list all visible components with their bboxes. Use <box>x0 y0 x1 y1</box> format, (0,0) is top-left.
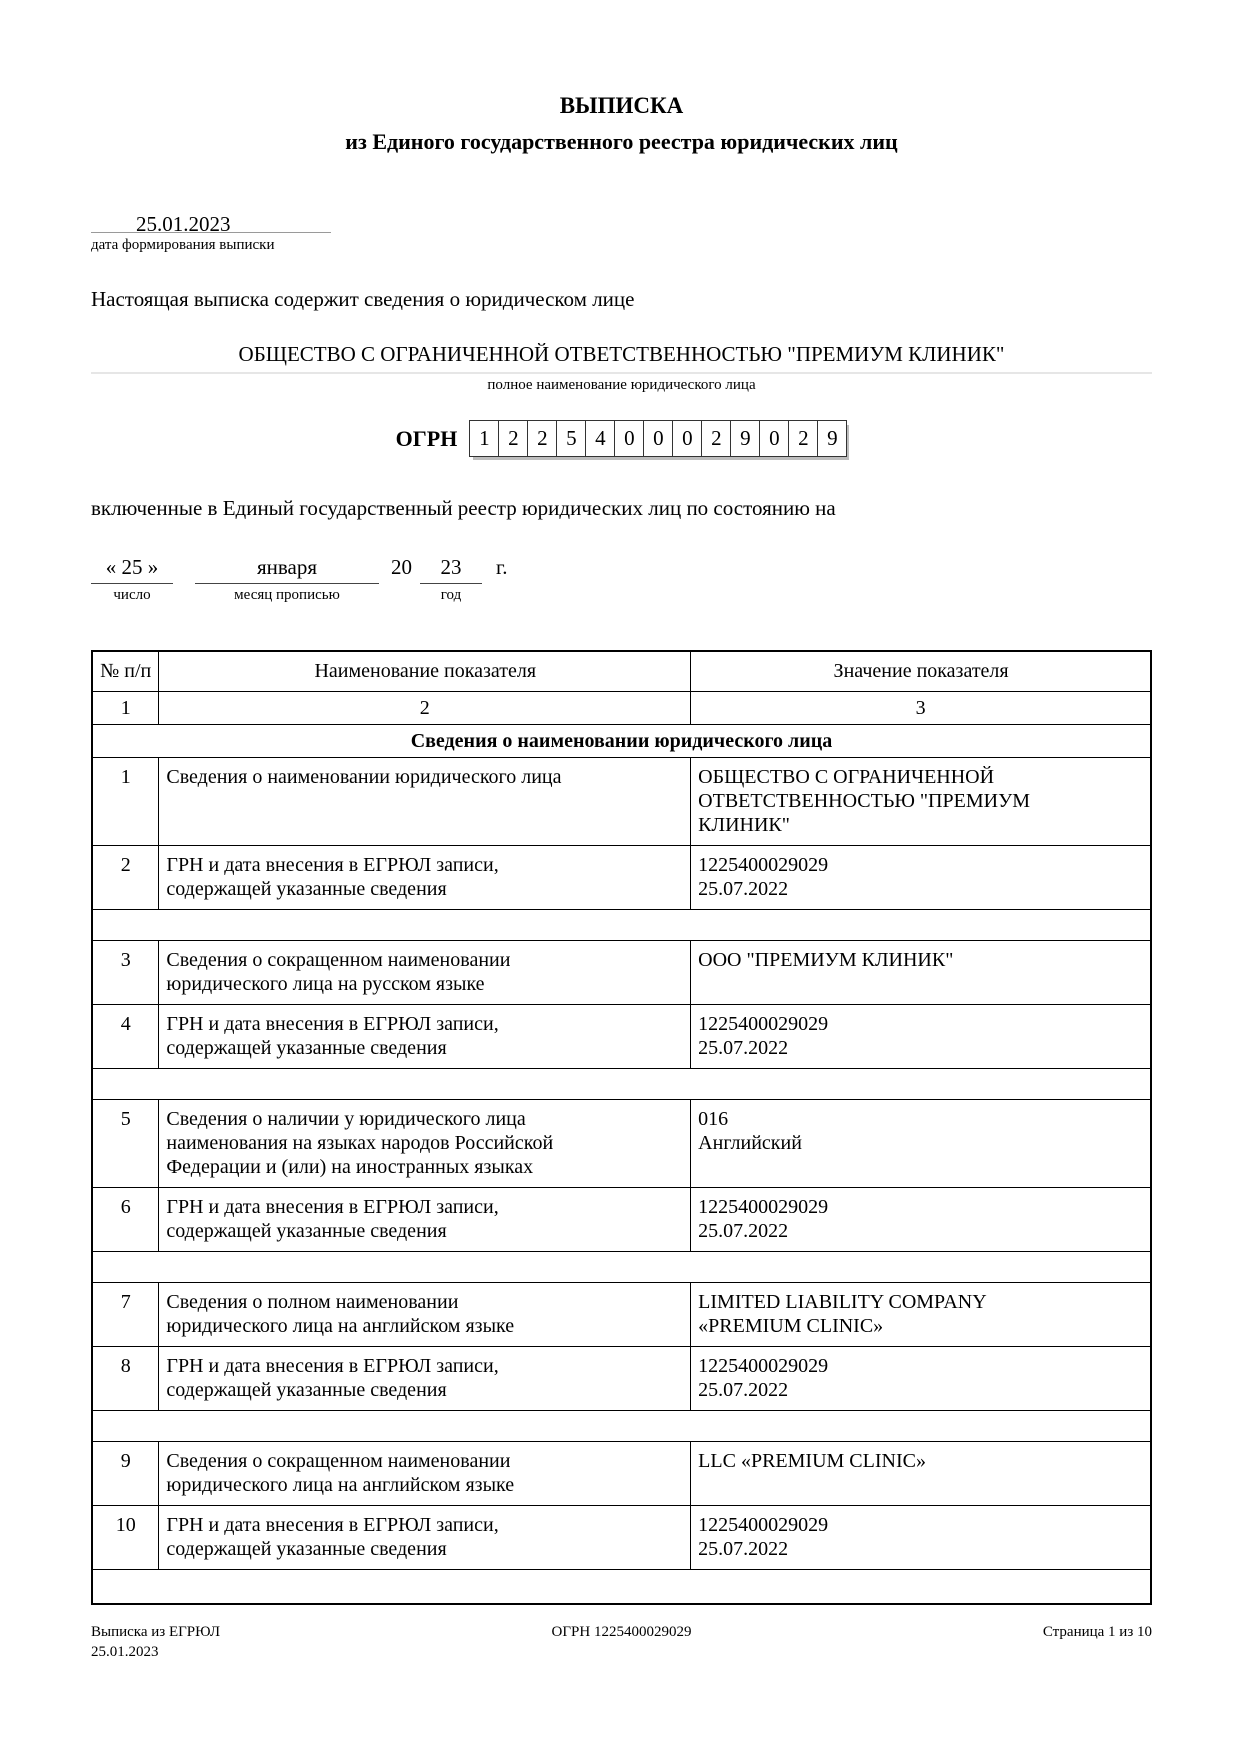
indicator-name: ГРН и дата внесения в ЕГРЮЛ записи, содержащей указанные сведения <box>159 1005 691 1069</box>
included-text: включенные в Единый государственный реестр юридических лиц по состоянию на <box>91 496 836 520</box>
intro-text: Настоящая выписка содержит сведения о юридическом лице <box>91 287 635 311</box>
table-header-name: Наименование показателя <box>159 651 691 692</box>
ogrn-digit-cell: 9 <box>730 420 760 457</box>
document-title: ВЫПИСКА <box>559 93 684 118</box>
footer-right: Страница 1 из 10 <box>1042 1623 1153 1640</box>
indicator-value: 1225400029029 25.07.2022 <box>691 846 1151 910</box>
formation-date-caption: дата формирования выписки <box>91 237 275 253</box>
table-row <box>92 1347 1151 1411</box>
section-header-row <box>92 725 1151 758</box>
footer-center: ОГРН 1225400029029 <box>551 1623 692 1640</box>
spacer-row <box>92 1570 1151 1604</box>
table-row <box>92 1005 1151 1069</box>
indicator-value: 016 Английский <box>691 1100 1151 1188</box>
table-row <box>92 941 1151 1005</box>
table-row <box>92 1188 1151 1252</box>
ogrn-digit-cell: 0 <box>759 420 789 457</box>
ogrn-digit-boxes <box>469 420 847 457</box>
column-number-3: 3 <box>691 692 1151 725</box>
document-subtitle: из Единого государственного реестра юридических лиц <box>345 129 898 154</box>
table-row <box>92 1283 1151 1347</box>
indicator-value: 1225400029029 25.07.2022 <box>691 1347 1151 1411</box>
ogrn-digit-cell: 5 <box>556 420 586 457</box>
indicator-name: Сведения о сокращенном наименовании юридического лица на русском языке <box>159 941 691 1005</box>
ogrn-digit-cell: 2 <box>498 420 528 457</box>
table-header-row <box>92 651 1151 692</box>
ogrn-digit-cell: 2 <box>788 420 818 457</box>
asof-month-field <box>195 554 379 604</box>
ogrn-digit-cell: 0 <box>614 420 644 457</box>
as-of-date-row <box>91 554 1152 604</box>
row-number: 4 <box>92 1005 159 1069</box>
section-title: Сведения о наименовании юридического лица <box>92 725 1151 758</box>
asof-year-caption: год <box>440 587 462 603</box>
table-row <box>92 846 1151 910</box>
asof-year-field <box>420 554 482 604</box>
table-header-value: Значение показателя <box>691 651 1151 692</box>
formation-date-value: 25.01.2023 <box>136 212 231 236</box>
ogrn-digit-cell: 0 <box>643 420 673 457</box>
table-header-num: № п/п <box>92 651 159 692</box>
page-footer <box>91 1622 1152 1662</box>
table-row <box>92 1442 1151 1506</box>
footer-left-line1: Выписка из ЕГРЮЛ <box>91 1623 220 1640</box>
ogrn-digit-cell: 2 <box>701 420 731 457</box>
asof-year-value: 23 <box>420 554 482 584</box>
ogrn-digit-cell: 1 <box>469 420 499 457</box>
registry-table <box>91 650 1152 1605</box>
row-number: 1 <box>92 758 159 846</box>
indicator-value: ОБЩЕСТВО С ОГРАНИЧЕННОЙ ОТВЕТСТВЕННОСТЬЮ "ПРЕМИУМ КЛИНИК" <box>691 758 1151 846</box>
indicator-name: Сведения о сокращенном наименовании юридического лица на английском языке <box>159 1442 691 1506</box>
ogrn-digit-cell: 4 <box>585 420 615 457</box>
footer-left-line2: 25.01.2023 <box>91 1643 159 1660</box>
table-row <box>92 1506 1151 1570</box>
ogrn-digit-cell: 9 <box>817 420 847 457</box>
spacer-row <box>92 1411 1151 1442</box>
table-row <box>92 758 1151 846</box>
asof-month-caption: месяц прописью <box>234 587 340 603</box>
table-head <box>92 651 1151 758</box>
row-number: 9 <box>92 1442 159 1506</box>
spacer-row <box>92 1069 1151 1100</box>
formation-date-block <box>91 211 331 254</box>
company-full-name: ОБЩЕСТВО С ОГРАНИЧЕННОЙ ОТВЕТСТВЕННОСТЬЮ "ПРЕМИУМ КЛИНИК" <box>91 341 1152 374</box>
indicator-name: ГРН и дата внесения в ЕГРЮЛ записи, содержащей указанные сведения <box>159 1188 691 1252</box>
ogrn-digit-cell: 0 <box>672 420 702 457</box>
company-name-caption: полное наименование юридического лица <box>487 377 756 393</box>
indicator-name: Сведения о полном наименовании юридического лица на английском языке <box>159 1283 691 1347</box>
row-number: 10 <box>92 1506 159 1570</box>
ogrn-row <box>91 420 1152 457</box>
indicator-value: ООО "ПРЕМИУМ КЛИНИК" <box>691 941 1151 1005</box>
row-number: 3 <box>92 941 159 1005</box>
row-number: 5 <box>92 1100 159 1188</box>
indicator-value: LLC «PREMIUM CLINIC» <box>691 1442 1151 1506</box>
indicator-name: Сведения о наличии у юридического лица наименования на языках народов Российской Федерации и (или) на иностранных языках <box>159 1100 691 1188</box>
indicator-value: 1225400029029 25.07.2022 <box>691 1005 1151 1069</box>
table-row <box>92 1100 1151 1188</box>
column-number-row <box>92 692 1151 725</box>
footer-left <box>91 1622 445 1662</box>
indicator-name: Сведения о наименовании юридического лица <box>159 758 691 846</box>
column-number-1: 1 <box>92 692 159 725</box>
asof-century: 20 <box>391 555 412 579</box>
row-number: 8 <box>92 1347 159 1411</box>
asof-month-value: января <box>195 554 379 584</box>
indicator-value: LIMITED LIABILITY COMPANY «PREMIUM CLINIC» <box>691 1283 1151 1347</box>
asof-day-caption: число <box>113 587 151 603</box>
indicator-name: ГРН и дата внесения в ЕГРЮЛ записи, содержащей указанные сведения <box>159 1347 691 1411</box>
asof-day-field <box>91 554 173 604</box>
indicator-name: ГРН и дата внесения в ЕГРЮЛ записи, содержащей указанные сведения <box>159 1506 691 1570</box>
table-body <box>92 758 1151 1604</box>
spacer-row <box>92 910 1151 941</box>
spacer-row <box>92 1252 1151 1283</box>
indicator-value: 1225400029029 25.07.2022 <box>691 1188 1151 1252</box>
row-number: 2 <box>92 846 159 910</box>
indicator-name: ГРН и дата внесения в ЕГРЮЛ записи, содержащей указанные сведения <box>159 846 691 910</box>
asof-day-value: « 25 » <box>91 554 173 584</box>
ogrn-label: ОГРН <box>395 425 458 451</box>
asof-year-suffix: г. <box>496 555 508 579</box>
company-name-block <box>91 341 1152 394</box>
row-number: 6 <box>92 1188 159 1252</box>
column-number-2: 2 <box>159 692 691 725</box>
row-number: 7 <box>92 1283 159 1347</box>
ogrn-digit-cell: 2 <box>527 420 557 457</box>
indicator-value: 1225400029029 25.07.2022 <box>691 1506 1151 1570</box>
